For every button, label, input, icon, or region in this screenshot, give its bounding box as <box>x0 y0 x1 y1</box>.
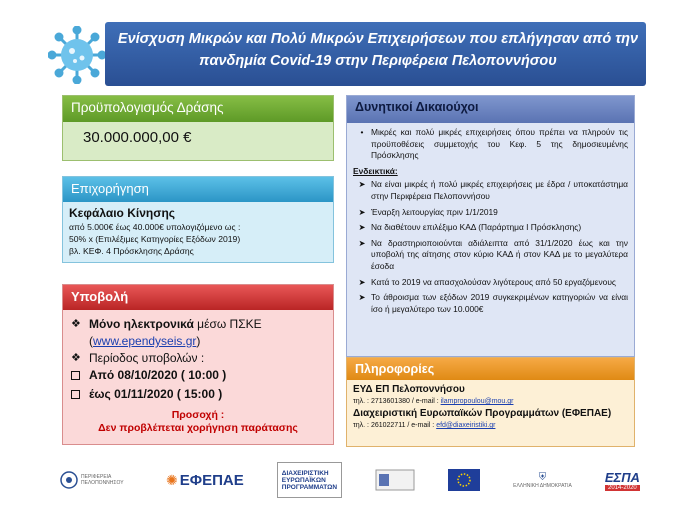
beneficiaries-box <box>346 95 635 357</box>
indicative-label: Ενδεικτικά: <box>353 165 398 176</box>
eu-flag-logo <box>448 462 480 498</box>
budget-value: 30.000.000,00 € <box>83 129 192 146</box>
only-online-label: Μόνο ηλεκτρονικά <box>89 317 194 331</box>
list-item: ➤ Έναρξη λειτουργίας πριν 1/1/2019 <box>353 207 628 219</box>
eu-flag-icon <box>448 469 480 491</box>
diamond-bullet-icon: ❖ <box>71 318 81 330</box>
grant-heading: Επιχορήγηση <box>63 177 333 202</box>
period-label: Περίοδος υποβολών : <box>89 351 205 365</box>
list-item: • Μικρές και πολύ μικρές επιχειρήσεις όπου πρέπει να πληρούν τις προϋποθέσεις συμμετοχής του Κεφ. 5 της δημοσιευμένης Πρόσκλησης <box>353 127 628 162</box>
arrow-bullet-icon: ➤ <box>358 222 366 233</box>
region-logo: ΠΕΡΙΦΕΡΕΙΑ ΠΕΛΟΠΟΝΝΗΣΟΥ <box>60 462 133 498</box>
page-title: Ενίσχυση Μικρών και Πολύ Μικρών Επιχειρήσεων που επλήγησαν από την πανδημία Covid-19 στην Περιφέρεια Πελοποννήσου <box>117 31 639 69</box>
org-2: Διαχειριστική Ευρωπαϊκών Προγραμμάτων (ΕΦΕΠΑΕ) <box>353 408 612 419</box>
notice: Προσοχή : Δεν προβλέπεται χορήγηση παράτασης <box>98 409 298 434</box>
arrow-bullet-icon: ➤ <box>358 179 366 190</box>
grant-title: Κεφάλαιο Κίνησης <box>69 206 176 220</box>
arrow-bullet-icon: ➤ <box>358 206 366 217</box>
list-item: ➤ Να δραστηριοποιούνται αδιάλειπτα από 31/1/2020 έως και την υποβολή της αίτησης στον κύριο ΚΑΔ ή στον ΚΑΔ με το μεγαλύτερα έσοδα <box>353 238 628 273</box>
beneficiaries-heading: Δυνητικοί Δικαιούχοι <box>347 96 634 123</box>
diaxeiristiki-logo: ΔΙΑΧΕΙΡΙΣΤΙΚΗ ΕΥΡΩΠΑΪΚΩΝ ΠΡΟΓΡΑΜΜΑΤΩΝ <box>277 462 342 498</box>
logos-strip <box>60 460 640 500</box>
from-row <box>71 367 325 386</box>
grant-box <box>62 176 334 263</box>
info-heading: Πληροφορίες <box>347 358 634 380</box>
email-link-1[interactable]: ilampropoulou@mou.gr <box>440 398 514 405</box>
to-row <box>71 386 325 405</box>
list-item: ➤ Να είναι μικρές ή πολύ μικρές επιχειρήσεις με έδρα / υποκατάστημα στην Περιφέρεια Πελοποννήσου <box>353 179 628 202</box>
espa-logo: ΕΣΠΑ 2014-2020 <box>604 469 640 491</box>
list-item: ➤ Το άθροισμα των εξόδων 2019 συγκεκριμένων κατηγοριών να είναι ίσο ή μεγαλύτερο των 10.000€ <box>353 292 628 315</box>
to-date: έως 01/11/2020 ( 15:00 ) <box>89 387 223 401</box>
header <box>10 22 646 86</box>
ependyseis-link[interactable]: www.ependyseis.gr <box>93 334 197 348</box>
hellenic-republic-logo: ⛨ ΕΛΛΗΝΙΚΗ ΔΗΜΟΚΡΑΤΙΑ <box>513 471 572 489</box>
online-row: ❖ Μόνο ηλεκτρονικά μέσω ΠΣΚΕ (www.ependyseis.gr) <box>71 317 262 348</box>
info-box <box>346 357 635 447</box>
submission-box <box>62 284 334 445</box>
contact-1: τηλ. : 2713601380 / e-mail : <box>353 398 441 405</box>
arrow-bullet-icon: ➤ <box>358 276 366 287</box>
region-emblem-icon <box>60 471 78 489</box>
efepae-logo: ✺ ΕΦΕΠΑΕ <box>166 471 244 489</box>
period-row <box>71 350 325 367</box>
program-emblem-icon <box>375 469 415 491</box>
budget-heading: Προϋπολογισμός Δράσης <box>63 96 333 122</box>
coat-of-arms-icon: ⛨ <box>538 471 547 483</box>
square-bullet-icon <box>71 371 80 380</box>
program-logo <box>375 462 415 498</box>
diamond-bullet-icon: ❖ <box>71 352 81 364</box>
contact-2: τηλ. : 261022711 / e-mail : <box>353 422 437 429</box>
grant-line-2: 50% x (Επιλέξιμες Κατηγορίες Εξόδων 2019) <box>69 234 241 244</box>
org-1: ΕΥΔ ΕΠ Πελοποννήσου <box>353 384 465 395</box>
grant-line-3: βλ. ΚΕΦ. 4 Πρόσκλησης Δράσης <box>69 246 194 256</box>
from-date: Από 08/10/2020 ( 10:00 ) <box>89 368 227 382</box>
arrow-bullet-icon: ➤ <box>358 237 366 248</box>
submission-heading: Υποβολή <box>63 285 333 310</box>
square-bullet-icon <box>71 390 80 399</box>
budget-box <box>62 95 334 161</box>
list-item: ➤ Να διαθέτουν επιλέξιμο ΚΑΔ (Παράρτημα Ι Πρόσκλησης) <box>353 222 628 234</box>
only-online-rest: μέσω ΠΣΚΕ <box>193 317 262 331</box>
grant-line-1: από 5.000€ έως 40.000€ υπολογιζόμενο ως : <box>69 222 241 232</box>
arrow-bullet-icon: ➤ <box>358 292 366 303</box>
virus-icon <box>48 26 106 84</box>
email-link-2[interactable]: efd@diaxeiristiki.gr <box>436 422 496 429</box>
bullet-icon: • <box>360 127 364 137</box>
sun-icon: ✺ <box>166 471 178 488</box>
list-item: ➤ Κατά το 2019 να απασχολούσαν λιγότερους από 50 εργαζόμενους <box>353 277 628 289</box>
